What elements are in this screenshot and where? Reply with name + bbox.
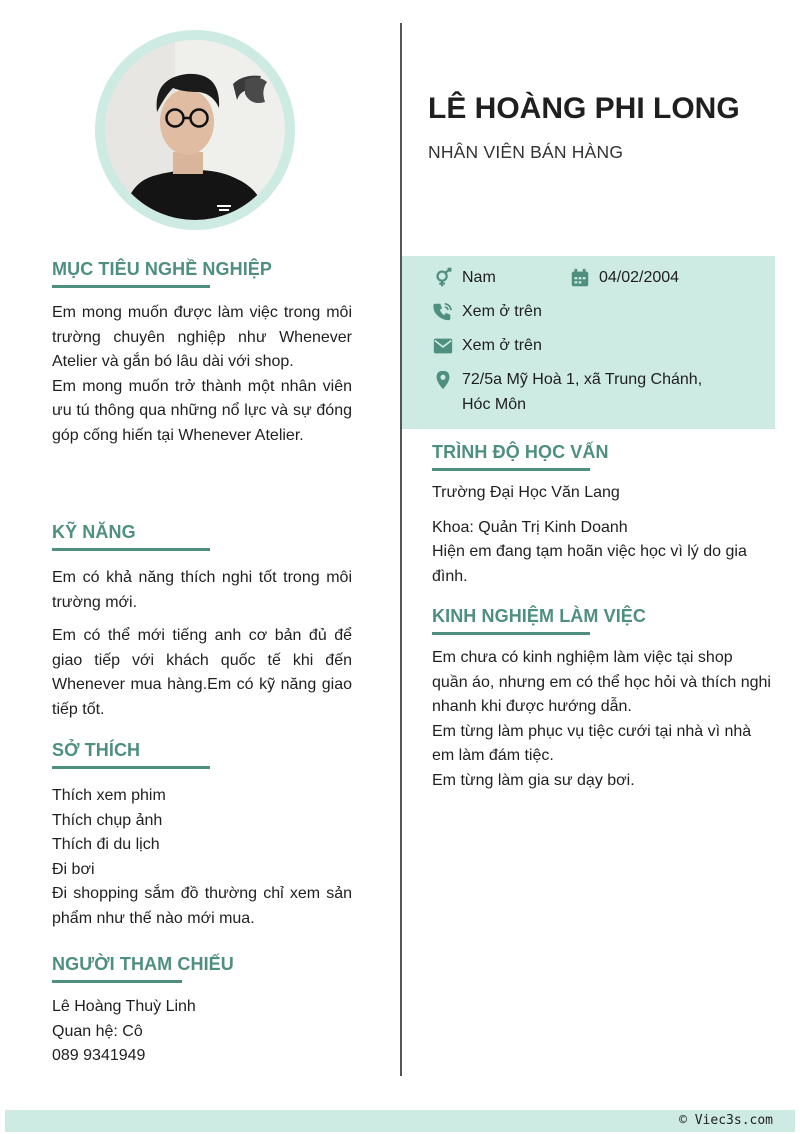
hobbies-title: SỞ THÍCH [52, 740, 141, 760]
hobby-item: Thích xem phim [52, 787, 166, 804]
phone-value: Xem ở trên [462, 303, 542, 320]
experience-line-1: Em chưa có kinh nghiệm làm việc tại shop quần áo, nhưng em có thể học hỏi và thích nghi nhanh khi được hướng dẫn. [432, 649, 771, 716]
hobby-item: Đi shopping sắm đồ thường chỉ xem sản phẩm như thế nào mới mua. [52, 885, 352, 927]
contact-panel [402, 256, 775, 429]
reference-name: Lê Hoàng Thuỳ Linh [52, 998, 196, 1015]
skills-section [52, 522, 352, 723]
gender-icon [432, 267, 454, 289]
column-divider [400, 23, 402, 1076]
footer-copyright[interactable]: © Viec3s.com [679, 1113, 773, 1128]
education-line-1: Khoa: Quản Trị Kinh Doanh [432, 518, 628, 536]
career-line-1: Em mong muốn được làm việc trong môi trường chuyên nghiệp như Whenever Atelier và gắn bó lâu dài với shop. [52, 304, 352, 371]
skills-line-2: Em có thể mới tiếng anh cơ bản đủ để giao tiếp với khách quốc tế khi đến Whenever mua hàng.Em có kỹ năng giao tiếp tốt. [52, 627, 352, 718]
candidate-name: LÊ HOÀNG PHI LONG [428, 92, 740, 125]
hobbies-section [52, 740, 352, 932]
section-underline [52, 285, 210, 288]
experience-section [432, 606, 772, 794]
experience-title: KINH NGHIỆM LÀM VIỆC [432, 606, 647, 626]
contact-gender [432, 266, 496, 291]
gender-value: Nam [462, 269, 496, 286]
footer-bar [5, 1110, 795, 1132]
section-underline [52, 766, 210, 769]
career-objective-section [52, 259, 352, 449]
contact-address [432, 368, 702, 417]
contact-phone [432, 300, 542, 325]
avatar [105, 40, 285, 220]
section-underline [432, 468, 590, 471]
contact-email [432, 334, 542, 359]
reference-relation: Quan hệ: Cô [52, 1022, 143, 1040]
experience-line-2: Em từng làm phục vụ tiệc cưới tại nhà vì nhà em làm đám tiệc. [432, 722, 752, 765]
address-line-2: Hóc Môn [462, 395, 527, 413]
hobby-item: Đi bơi [52, 860, 95, 878]
email-value: Xem ở trên [462, 337, 542, 354]
phone-icon [432, 301, 454, 323]
section-underline [52, 980, 182, 983]
reference-section [52, 954, 352, 1069]
contact-birthday [569, 266, 679, 291]
calendar-icon [569, 267, 591, 289]
job-title: NHÂN VIÊN BÁN HÀNG [428, 142, 624, 162]
location-pin-icon [432, 369, 454, 391]
mail-icon [432, 335, 454, 357]
experience-line-3: Em từng làm gia sư dạy bơi. [432, 771, 635, 789]
reference-title: NGƯỜI THAM CHIẾU [52, 954, 234, 974]
career-line-2: Em mong muốn trở thành một nhân viên ưu tú thông qua những nổ lực và sự đóng góp cống hiến tại Whenever Atelier. [52, 377, 352, 444]
avatar-photo [105, 40, 285, 220]
section-underline [432, 632, 590, 635]
education-section [432, 442, 772, 589]
hobby-item: Thích chụp ảnh [52, 811, 163, 829]
education-title: TRÌNH ĐỘ HỌC VẤN [432, 442, 609, 462]
education-school: Trường Đại Học Văn Lang [432, 484, 620, 501]
section-underline [52, 548, 210, 551]
address-line-1: 72/5a Mỹ Hoà 1, xã Trung Chánh, [462, 371, 703, 388]
skills-line-1: Em có khả năng thích nghi tốt trong môi trường mới. [52, 569, 352, 611]
birthday-value: 04/02/2004 [599, 269, 680, 286]
hobby-item: Thích đi du lịch [52, 836, 160, 854]
career-objective-title: MỤC TIÊU NGHỀ NGHIỆP [52, 259, 273, 279]
education-line-2: Hiện em đang tạm hoãn việc học vì lý do gia đình. [432, 543, 747, 585]
skills-title: KỸ NĂNG [52, 522, 136, 542]
reference-phone: 089 9341949 [52, 1047, 146, 1065]
